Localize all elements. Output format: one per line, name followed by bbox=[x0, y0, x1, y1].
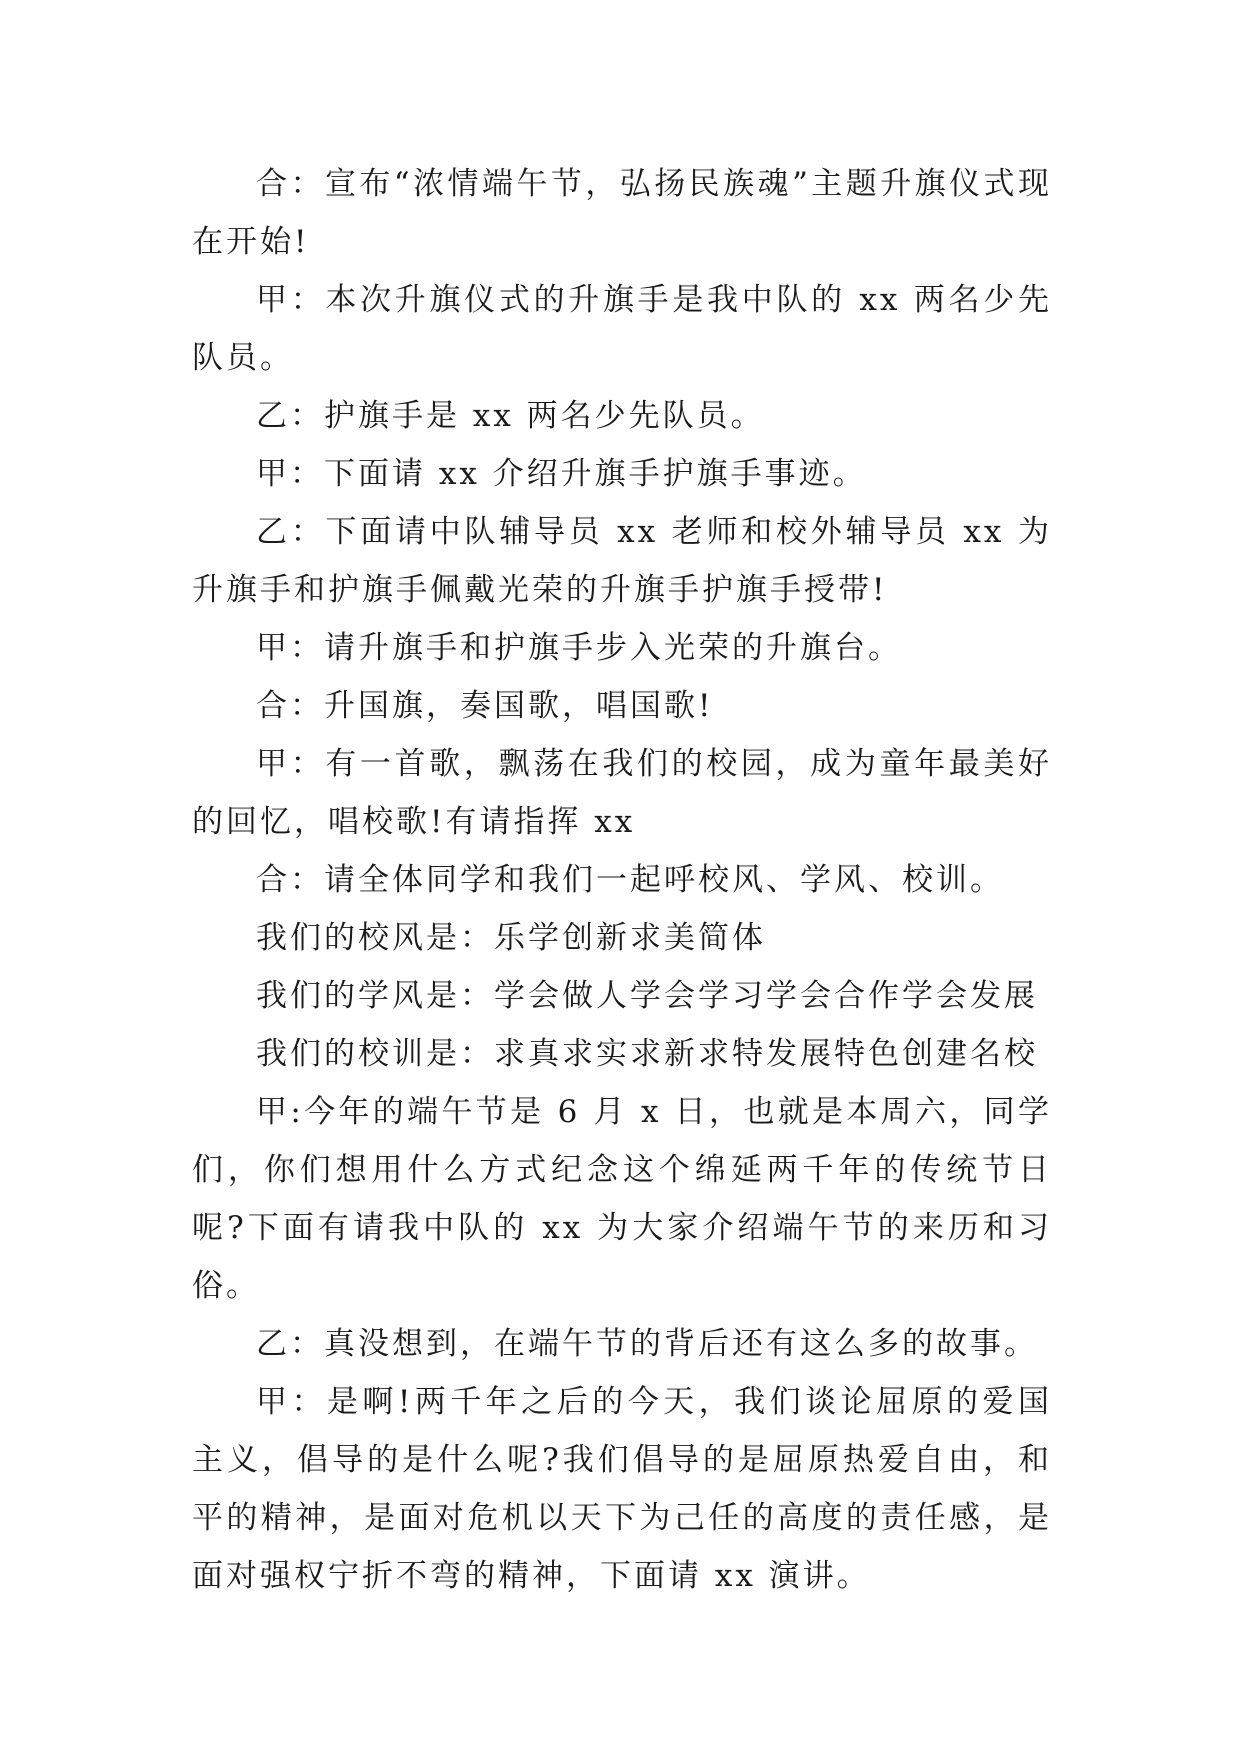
paragraph-5: 乙：下面请中队辅导员 xx 老师和校外辅导员 xx 为升旗手和护旗手佩戴光荣的升旗手护旗手授带! bbox=[192, 514, 1052, 608]
paragraph-10: 我们的校风是：乐学创新求美简体 bbox=[256, 920, 766, 956]
paragraph-11: 我们的学风是：学会做人学会学习学会合作学会发展 bbox=[256, 978, 1038, 1014]
paragraph-4: 甲：下面请 xx 介绍升旗手护旗手事迹。 bbox=[256, 456, 867, 492]
paragraph-14: 乙：真没想到，在端午节的背后还有这么多的故事。 bbox=[256, 1326, 1038, 1362]
paragraph-15: 甲：是啊!两千年之后的今天，我们谈论屈原的爱国主义，倡导的是什么呢?我们倡导的是屈原热爱自由，和平的精神，是面对危机以天下为己任的高度的责任感，是面对强权宁折不弯的精神，下面请 xx 演讲。 bbox=[192, 1384, 1052, 1594]
paragraph-2: 甲：本次升旗仪式的升旗手是我中队的 xx 两名少先队员。 bbox=[192, 282, 1052, 376]
paragraph-7: 合：升国旗，奏国歌，唱国歌! bbox=[256, 688, 714, 724]
paragraph-1: 合：宣布“浓情端午节，弘扬民族魂”主题升旗仪式现在开始! bbox=[192, 166, 1052, 260]
paragraph-12: 我们的校训是：求真求实求新求特发展特色创建名校 bbox=[256, 1036, 1038, 1072]
paragraph-9: 合：请全体同学和我们一起呼校风、学风、校训。 bbox=[256, 862, 1004, 898]
document-body bbox=[192, 155, 1052, 1605]
paragraph-6: 甲：请升旗手和护旗手步入光荣的升旗台。 bbox=[256, 630, 902, 666]
paragraph-8: 甲：有一首歌，飘荡在我们的校园，成为童年最美好的回忆，唱校歌!有请指挥 xx bbox=[192, 746, 1052, 840]
paragraph-13: 甲:今年的端午节是 6 月 x 日，也就是本周六，同学们，你们想用什么方式纪念这个绵延两千年的传统节日呢?下面有请我中队的 xx 为大家介绍端午节的来历和习俗。 bbox=[192, 1094, 1052, 1304]
paragraph-3: 乙：护旗手是 xx 两名少先队员。 bbox=[256, 398, 765, 434]
